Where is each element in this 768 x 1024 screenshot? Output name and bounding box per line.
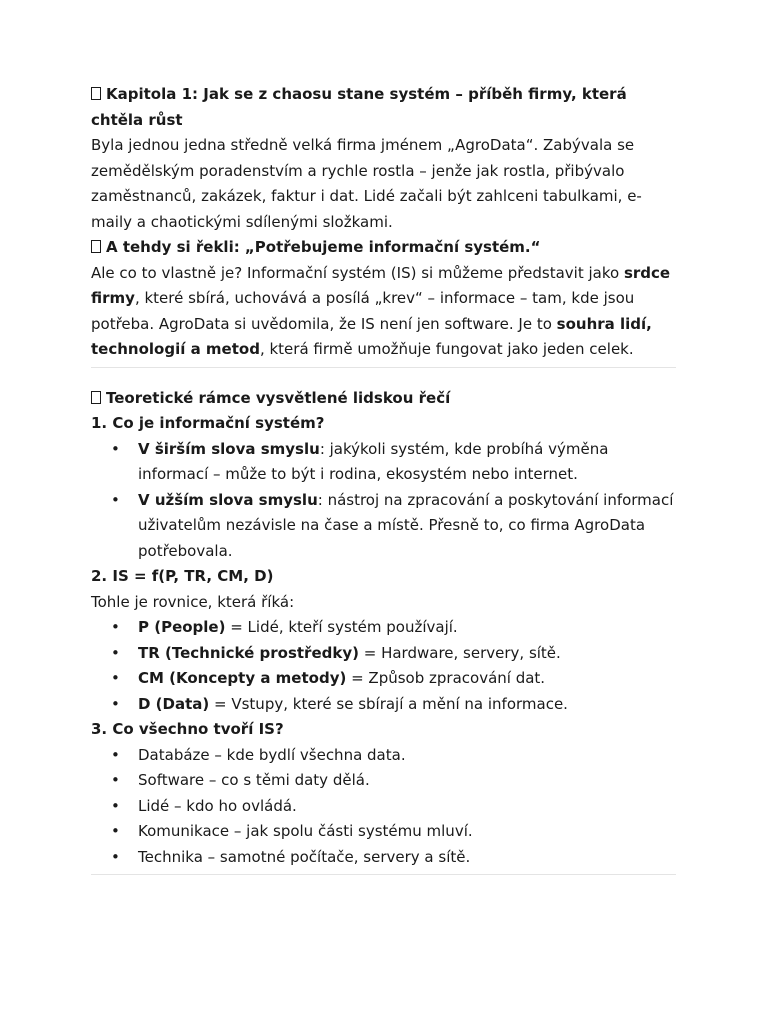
bold-term: CM (Koncepty a metody) bbox=[138, 669, 347, 687]
equation-list bbox=[91, 615, 681, 717]
item-text: : nástroj na zpracování a poskytování informací uživatelům nezávisle na čase a místě. Přesně to, co firma AgroData potřebovala. bbox=[138, 490, 674, 560]
intro-paragraph: Byla jednou jedna středně velká firma jménem „AgroData“. Zabývala se zemědělským poradenstvím a rychle rostla – jenže jak rostla, přibývalo zaměstnanců, zakázek, faktur i dat. Lidé začali být zahlceni tabulkami, e-maily a chaotickými sdílenými složkami. bbox=[91, 136, 642, 231]
list-item bbox=[91, 488, 681, 565]
bold-term: V užším slova smyslu bbox=[138, 490, 318, 509]
bold-term: D (Data) bbox=[138, 694, 210, 713]
missing-glyph-icon bbox=[91, 240, 101, 253]
definition-list bbox=[91, 437, 681, 565]
subheading-text: A tehdy si řekli: „Potřebujeme informační systém.“ bbox=[106, 238, 541, 256]
bold-term: souhra lidí, technologií a metod bbox=[91, 314, 652, 358]
bold-term: srdce firmy bbox=[91, 263, 671, 307]
document-page bbox=[91, 82, 681, 893]
section-divider bbox=[91, 874, 676, 875]
list-item: • Komunikace – jak spolu části systému mluví. bbox=[91, 819, 681, 845]
equation-intro: Tohle je rovnice, která říká: bbox=[91, 592, 295, 611]
bold-term: P (People) bbox=[138, 618, 226, 636]
question-heading: 2. IS = f(P, TR, CM, D) bbox=[91, 567, 274, 585]
theory-title: Teoretické rámce vysvětlené lidskou řečí bbox=[106, 388, 451, 407]
list-item bbox=[91, 615, 681, 641]
list-item: • Software – co s těmi daty dělá. bbox=[91, 768, 681, 794]
chapter-title: Kapitola 1: Jak se z chaosu stane systém – příběh firmy, která chtěla růst bbox=[91, 85, 627, 129]
bold-term: V širším slova smyslu bbox=[138, 439, 320, 458]
item-text: = Lidé, kteří systém používají. bbox=[225, 618, 458, 636]
question-heading: 1. Co je informační systém? bbox=[91, 414, 325, 432]
item-text: : jakýkoli systém, kde probíhá výměna informací – může to být i rodina, ekosystém nebo internet. bbox=[138, 439, 609, 483]
bold-term: TR (Technické prostředky) bbox=[138, 643, 359, 662]
section-divider bbox=[91, 367, 676, 368]
list-item: • Technika – samotné počítače, servery a sítě. bbox=[91, 845, 681, 871]
list-item bbox=[91, 641, 681, 667]
question-heading: 3. Co všechno tvoří IS? bbox=[91, 720, 284, 738]
list-item: • Lidé – kdo ho ovládá. bbox=[91, 794, 681, 820]
list-item bbox=[91, 437, 681, 488]
components-list bbox=[91, 743, 681, 871]
list-item bbox=[91, 692, 681, 718]
item-text: = Hardware, servery, sítě. bbox=[358, 643, 561, 662]
item-text: = Způsob zpracování dat. bbox=[346, 669, 546, 687]
paragraph-text: Ale co to vlastně je? Informační systém (IS) si můžeme představit jako bbox=[91, 263, 624, 282]
theory-heading bbox=[91, 386, 681, 412]
list-item bbox=[91, 666, 681, 692]
missing-glyph-icon bbox=[91, 87, 101, 100]
item-text: = Vstupy, které se sbírají a mění na informace. bbox=[209, 694, 568, 713]
chapter-heading bbox=[91, 82, 681, 133]
is-definition-paragraph bbox=[91, 261, 681, 363]
paragraph-text: , které sbírá, uchovává a posílá „krev“ – informace – tam, kde jsou potřeba. AgroData si uvědomila, že IS není jen software. Je to bbox=[91, 289, 635, 333]
paragraph-text: , která firmě umožňuje fungovat jako jeden celek. bbox=[259, 340, 634, 358]
list-item: • Databáze – kde bydlí všechna data. bbox=[91, 743, 681, 769]
subheading bbox=[91, 235, 681, 261]
missing-glyph-icon bbox=[91, 391, 101, 404]
